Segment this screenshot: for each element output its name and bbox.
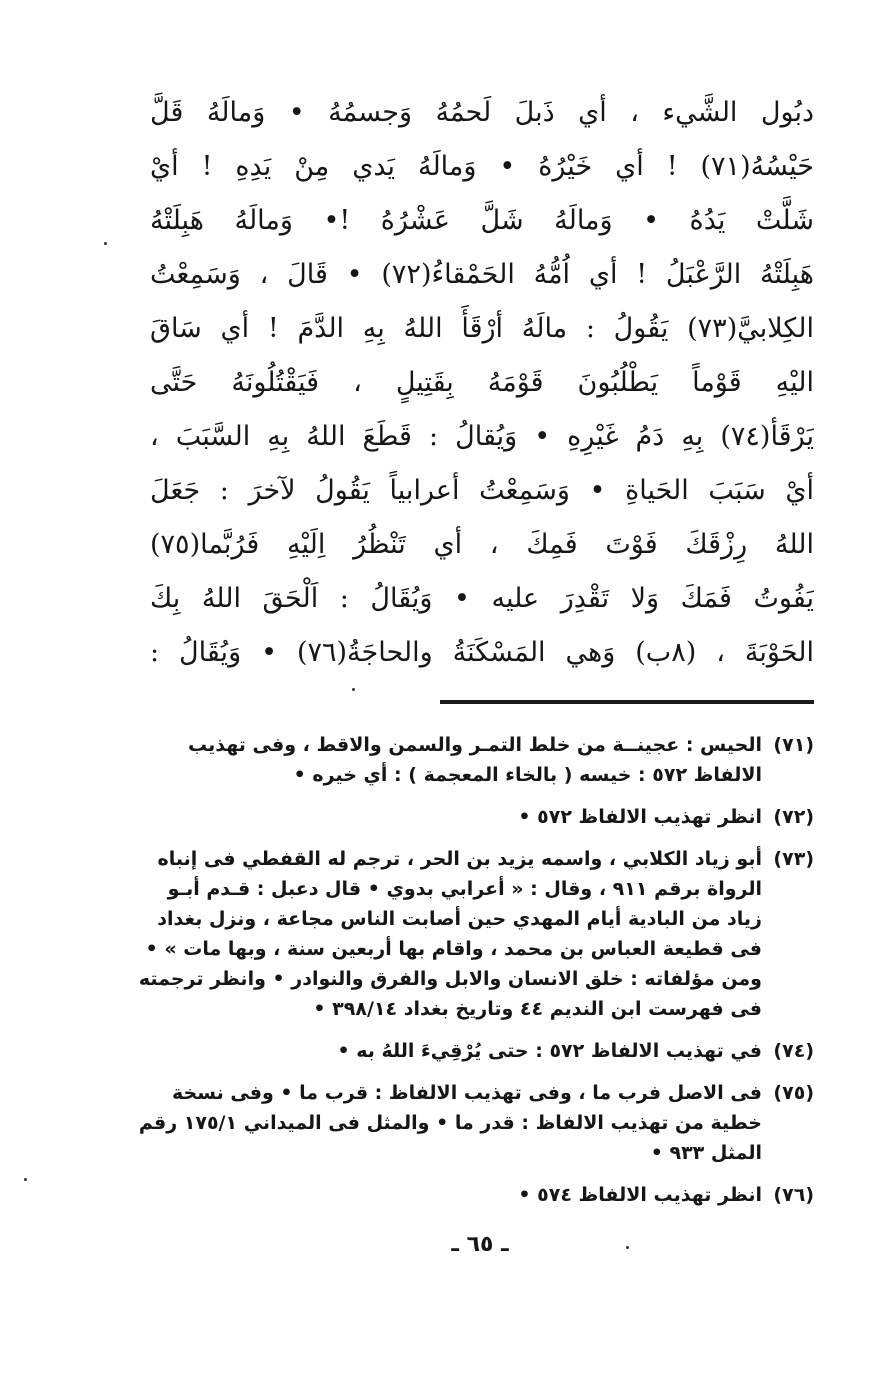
footnote-73 (138, 844, 814, 1024)
footnote-body (164, 1180, 762, 1210)
footnote-number: (٧١) (773, 734, 814, 756)
main-text-line: اليْهِ قَوْماً يَطْلُبُونَ قَوْمَهُ بِقَتِيلٍ ، فَيَقْتُلُونَهُ حَتَّى (150, 367, 814, 398)
footnote-75 (138, 1078, 814, 1168)
footnote-line: ومن مؤلفاته : خلق الانسان والابل والفرق والنوادر • وانظر ترجمته (138, 968, 762, 990)
main-text-line: الحَوْبَةَ ، (٨ب) وَهي المَسْكَنَةُ والحاجَةُ(٧٦) • وَيُقَالُ : (150, 637, 814, 668)
footnote-71 (164, 730, 814, 790)
scan-speck (626, 1246, 629, 1249)
main-text-line: اللهُ رِزْقَكَ فَوْتَ فَمِكَ ، أي تَنْظُرُ اِلَيْهِ فَرُبَّما(٧٥) (150, 529, 814, 560)
footnote-body (139, 1078, 762, 1168)
main-text-line: الكِلابيَّ(٧٣) يَقُولُ : مالَهُ أرْقَأَ اللهُ بِهِ الدَّمَ ! أي سَاقَ (150, 313, 814, 344)
main-text-line: يَرْقَأ(٧٤) بِهِ دَمُ غَيْرِهِ • وَيُقالُ : قَطَعَ اللهُ بِهِ السَّبَبَ ، (150, 421, 814, 452)
footnote-number: (٧٥) (773, 1082, 814, 1104)
footnote-line: المثل ٩٣٣ • (650, 1142, 762, 1164)
main-text-line: ُدبُول الشَّيء ، أي ذَبلَ لَحمُهُ وَجسمُهُ • وَمالَهُ قَلَّ (150, 97, 814, 128)
footnote-72 (164, 802, 814, 832)
main-text-line: هَبِلَتْهُ الرَّعْبَلُ ! أي اُمُّهُ الحَمْقاءُ(٧٢) • قَالَ ، وَسَمِعْتُ (150, 259, 814, 290)
main-text-line: حَيْسُهُ(٧١) ! أي خَيْرُهُ • وَمالَهُ يَدي مِنْ يَدِهِ ! أيْ (150, 151, 814, 182)
footnote-line: زياد من البادية أيام المهدي حين أصابت الناس مجاعة ، ونزل بغداد (157, 908, 762, 930)
scan-speck (104, 242, 107, 245)
footnote-line: الحيس : عجينــة من خلط التمـر والسمن والاقط ، وفى تهذيب (188, 734, 762, 756)
footnote-separator-rule (440, 700, 814, 704)
footnote-number: (٧٤) (773, 1040, 814, 1062)
footnote-line: في تهذيب الالفاظ ٥٧٢ : حتى يُرْقِيءَ اللهُ به • (337, 1040, 762, 1062)
footnote-line: الرواة برقم ٩١١ ، وقال : « أعرابي بدوي • قال دعبل : قـدم أبـو (167, 878, 762, 900)
footnote-line: الالفاظ ٥٧٢ : خيسه ( بالخاء المعجمة ) : أي خيره • (293, 764, 762, 786)
footnote-76 (164, 1180, 814, 1210)
footnote-number: (٧٣) (773, 848, 814, 870)
footnote-body (139, 844, 762, 1024)
footnote-line: أبو زياد الكلابي ، واسمه يزيد بن الحر ، ترجم له القفطي فى إنباه (157, 848, 762, 870)
footnote-body (164, 802, 762, 832)
footnote-line: انظر تهذيب الالفاظ ٥٧٤ • (518, 1184, 762, 1206)
footnote-74 (164, 1036, 814, 1066)
footnote-body (164, 730, 762, 790)
main-text-line: أيْ سَبَبَ الحَياةِ • وَسَمِعْتُ أعرابياً يَقُولُ لآخرَ : جَعَلَ (150, 475, 814, 506)
footnote-line: فى الاصل فرب ما ، وفى تهذيب الالفاظ : قرب ما • وفى نسخة (172, 1082, 762, 1104)
footnotes-block (138, 730, 814, 1222)
footnote-number: (٧٢) (773, 806, 814, 828)
main-text-line: شَلَّتْ يَدُهُ • وَمالَهُ شَلَّ عَشْرُهُ !• وَمالَهُ هَبِلَتْهُ (150, 205, 814, 236)
footnote-line: خطية من تهذيب الالفاظ : قدر ما • والمثل فى الميداني ١٧٥/١ رقم (138, 1112, 762, 1134)
scan-speck (352, 688, 355, 691)
page-number: ـ ٦٥ ـ (451, 1232, 509, 1257)
main-text-line: يَفُوتُ فَمَكَ وَلا تَقْدِرَ عليه • وَيُقَالُ : اَلْحَقَ اللهُ بِكَ (150, 583, 814, 614)
footnote-line: فى قطيعة العباس بن محمد ، واقام بها أربعين سنة ، وبها مات » • (145, 938, 762, 960)
main-text-block (150, 86, 814, 680)
footnote-line: فى فهرست ابن النديم ٤٤ وتاريخ بغداد ٣٩٨/١٤ • (313, 998, 762, 1020)
scan-speck (24, 1178, 27, 1181)
footnote-number: (٧٦) (773, 1184, 814, 1206)
footnote-body (164, 1036, 762, 1066)
footnote-line: انظر تهذيب الالفاظ ٥٧٢ • (518, 806, 762, 828)
